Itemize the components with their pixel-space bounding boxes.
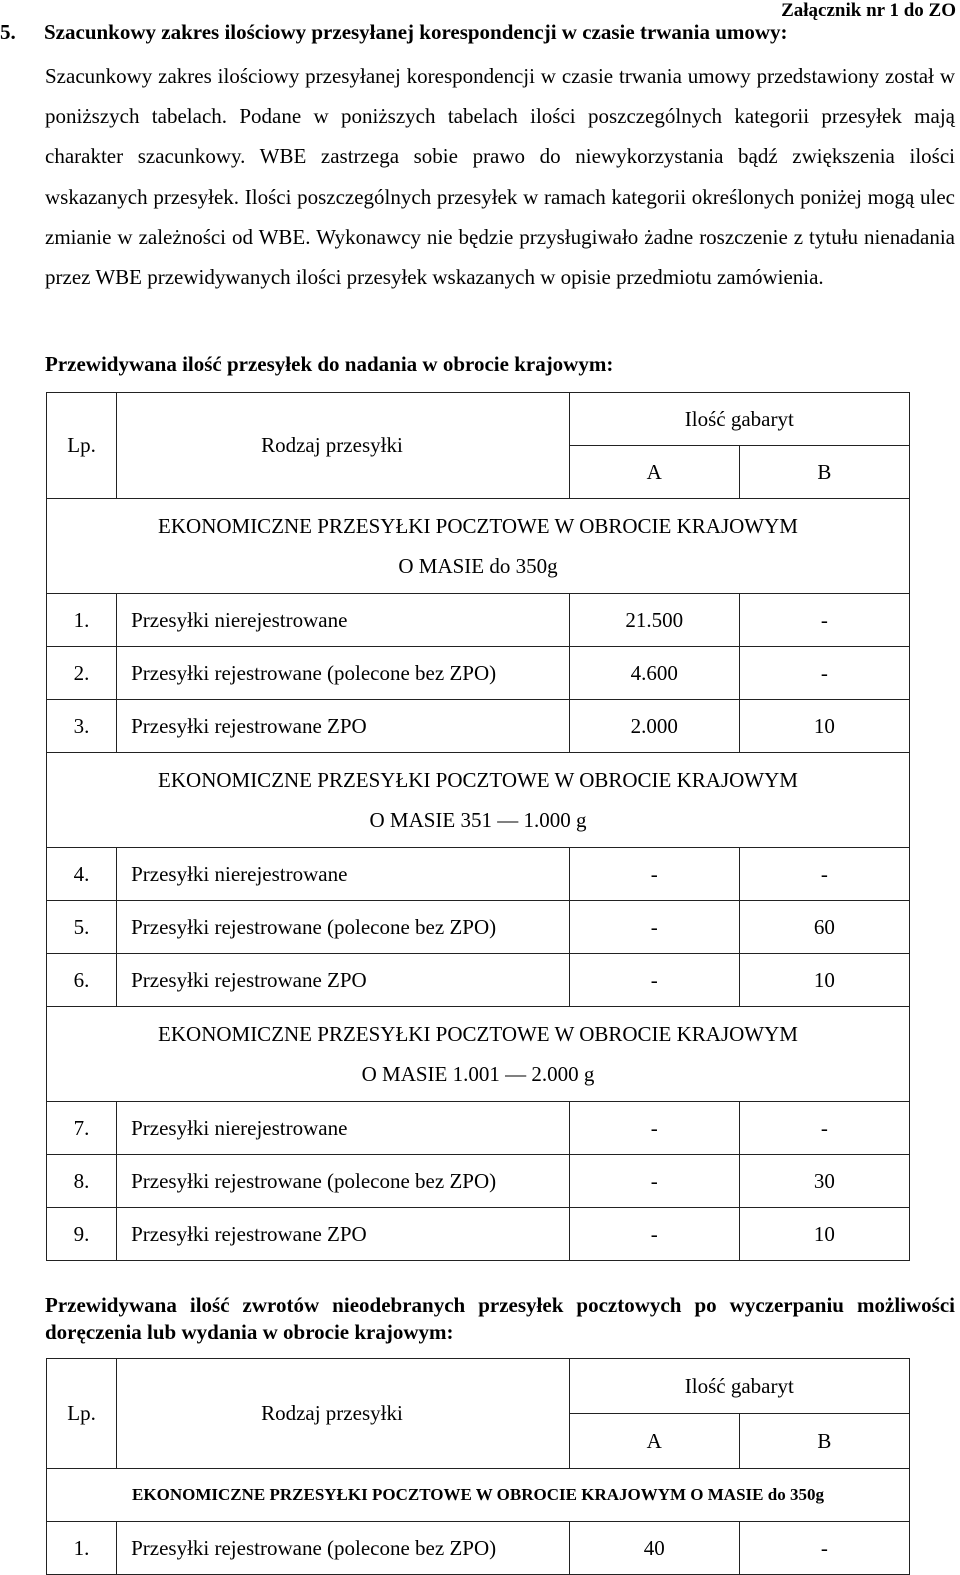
cell-a: - — [569, 1208, 739, 1261]
cell-type: Przesyłki nierejestrowane — [117, 848, 570, 901]
cell-type: Przesyłki rejestrowane (polecone bez ZPO) — [117, 1155, 570, 1208]
header-b: B — [739, 1414, 909, 1469]
cell-type: Przesyłki rejestrowane (polecone bez ZPO) — [117, 1522, 570, 1575]
cell-type: Przesyłki rejestrowane ZPO — [117, 700, 570, 753]
cell-b: 60 — [739, 901, 909, 954]
header-lp: Lp. — [47, 1359, 117, 1469]
table-row — [47, 594, 910, 647]
cell-lp: 8. — [47, 1155, 117, 1208]
cell-b: - — [739, 1102, 909, 1155]
cell-lp: 4. — [47, 848, 117, 901]
cell-a: - — [569, 1102, 739, 1155]
cell-lp: 1. — [47, 594, 117, 647]
cell-a: 40 — [569, 1522, 739, 1575]
table-returns — [46, 1358, 910, 1575]
section-title-line1: EKONOMICZNE PRZESYŁKI POCZTOWE W OBROCIE KRAJOWYM — [158, 768, 798, 792]
section-title-line1: EKONOMICZNE PRZESYŁKI POCZTOWE W OBROCIE KRAJOWYM — [158, 514, 798, 538]
cell-type: Przesyłki nierejestrowane — [117, 594, 570, 647]
table-row — [47, 954, 910, 1007]
section-row — [47, 499, 910, 594]
cell-b: - — [739, 647, 909, 700]
header-type: Rodzaj przesyłki — [117, 393, 570, 499]
header-b: B — [739, 446, 909, 499]
cell-a: - — [569, 1155, 739, 1208]
cell-a: - — [569, 954, 739, 1007]
cell-lp: 2. — [47, 647, 117, 700]
header-a: A — [569, 1414, 739, 1469]
section-title-line2: O MASIE do 350g — [398, 554, 558, 578]
table-row — [47, 647, 910, 700]
cell-type: Przesyłki rejestrowane (polecone bez ZPO) — [117, 647, 570, 700]
table-row — [47, 1155, 910, 1208]
cell-b: - — [739, 594, 909, 647]
cell-type: Przesyłki rejestrowane (polecone bez ZPO) — [117, 901, 570, 954]
section-title: Szacunkowy zakres ilościowy przesyłanej korespondencji w czasie trwania umowy: — [44, 20, 788, 44]
cell-lp: 6. — [47, 954, 117, 1007]
table-row — [47, 700, 910, 753]
section-title-line1: EKONOMICZNE PRZESYŁKI POCZTOWE W OBROCIE KRAJOWYM — [158, 1022, 798, 1046]
intro-paragraph: Szacunkowy zakres ilościowy przesyłanej korespondencji w czasie trwania umowy przedstawiony został w poniższych tabelach. Podane w poniższych tabelach ilości poszczególnych kategorii przesyłek mają charakter szacunkowy. WBE zastrzega sobie prawo do niewykorzystania bądź zwiększenia ilości wskazanych przesyłek. Ilości poszczególnych przesyłek w ramach kategorii określonych poniżej mogą ulec zmianie w zależności od WBE. Wykonawcy nie będzie przysługiwało żadne roszczenie z tytułu nienadania przez WBE przewidywanych ilości przesyłek wskazanych w opisie przedmiotu zamówienia. — [45, 64, 955, 290]
section-title-line2: O MASIE 351 — 1.000 g — [369, 808, 587, 832]
cell-b: 10 — [739, 954, 909, 1007]
cell-type: Przesyłki rejestrowane ZPO — [117, 1208, 570, 1261]
table-row — [47, 901, 910, 954]
cell-lp: 1. — [47, 1522, 117, 1575]
attachment-label: Załącznik nr 1 do ZO — [781, 0, 956, 21]
table1-title: Przewidywana ilość przesyłek do nadania w obrocie krajowym: — [45, 352, 614, 376]
cell-b: - — [739, 848, 909, 901]
header-qty: Ilość gabaryt — [569, 1359, 909, 1414]
cell-type: Przesyłki rejestrowane ZPO — [117, 954, 570, 1007]
section-heading — [0, 20, 950, 45]
table-row — [47, 1522, 910, 1575]
table2-title: Przewidywana ilość zwrotów nieodebranych przesyłek pocztowych po wyczerpaniu możliwości doręczenia lub wydania w obrocie krajowym: — [45, 1293, 955, 1344]
header-qty: Ilość gabaryt — [569, 393, 909, 446]
cell-b: 30 — [739, 1155, 909, 1208]
section-title-line2: O MASIE 1.001 — 2.000 g — [361, 1062, 595, 1086]
cell-a: 21.500 — [569, 594, 739, 647]
cell-a: - — [569, 848, 739, 901]
header-type: Rodzaj przesyłki — [117, 1359, 570, 1469]
cell-b: - — [739, 1522, 909, 1575]
header-lp: Lp. — [47, 393, 117, 499]
cell-a: - — [569, 901, 739, 954]
table-domestic-shipments — [46, 392, 910, 1261]
section-number: 5. — [0, 20, 16, 44]
cell-lp: 3. — [47, 700, 117, 753]
cell-b: 10 — [739, 700, 909, 753]
cell-lp: 5. — [47, 901, 117, 954]
cell-b: 10 — [739, 1208, 909, 1261]
cell-type: Przesyłki nierejestrowane — [117, 1102, 570, 1155]
table-row — [47, 848, 910, 901]
cell-a: 2.000 — [569, 700, 739, 753]
header-a: A — [569, 446, 739, 499]
cell-lp: 7. — [47, 1102, 117, 1155]
section-row: EKONOMICZNE PRZESYŁKI POCZTOWE W OBROCIE KRAJOWYM O MASIE do 350g — [47, 1469, 910, 1522]
table-row — [47, 1208, 910, 1261]
table-row — [47, 1102, 910, 1155]
section-row — [47, 753, 910, 848]
cell-a: 4.600 — [569, 647, 739, 700]
cell-lp: 9. — [47, 1208, 117, 1261]
section-row — [47, 1007, 910, 1102]
